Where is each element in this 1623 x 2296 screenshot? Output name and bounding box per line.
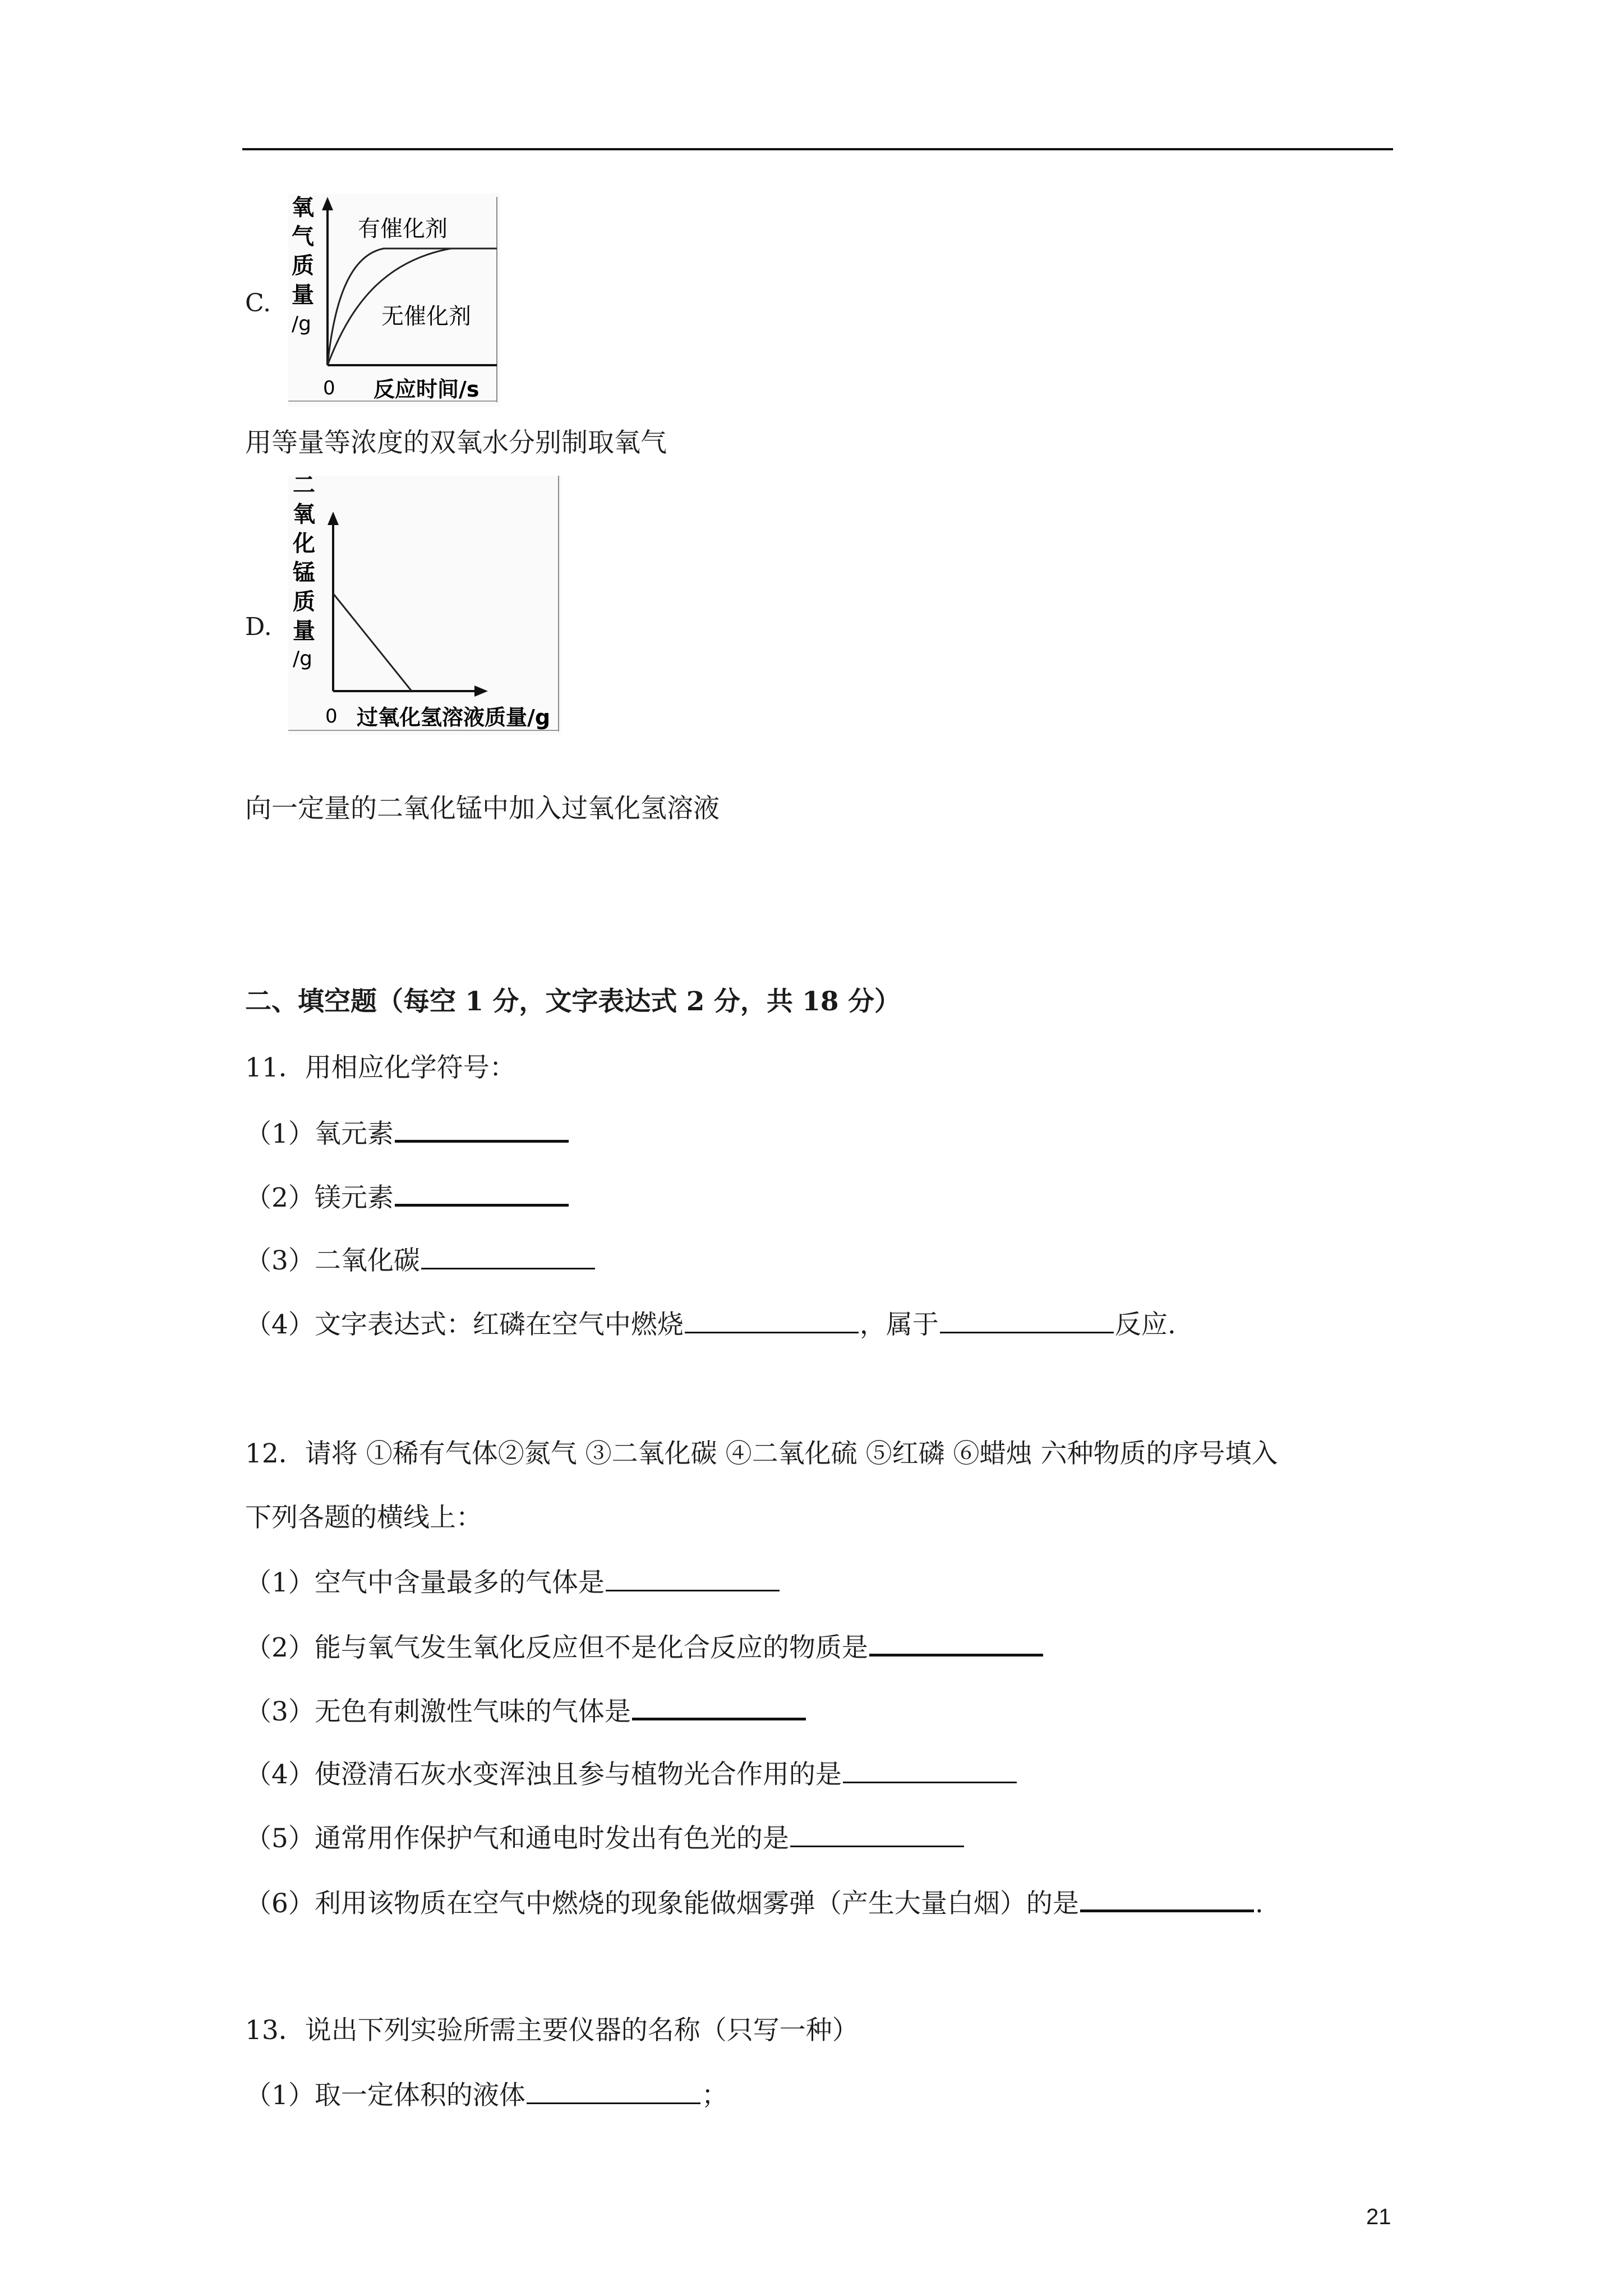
q11-item-2-text: （2）镁元素 [245,1182,394,1213]
q12-item-1-text: （1）空气中含量最多的气体是 [245,1567,605,1598]
q13-item-1-end: ； [701,2080,728,2111]
y-axis-char: 质 [293,589,315,615]
y-axis-char: 量 [292,282,314,308]
q11-item-4-text: （4）文字表达式：红磷在空气中燃烧 [245,1309,684,1340]
q11-item-2 [245,1179,570,1215]
y-axis-char: 二 [293,476,315,498]
answer-blank[interactable] [869,1629,1043,1657]
q13-item-1-text: （1）取一定体积的液体 [245,2080,525,2111]
q12-item-3-text: （3）无色有刺激性气味的气体是 [245,1696,631,1727]
q12-item-4-text: （4）使澄清石灰水变浑浊且参与植物光合作用的是 [245,1759,842,1790]
page-number: 21 [1366,2205,1391,2229]
q12-item-6-end: . [1255,1888,1264,1919]
oxygen-mass-graph [288,194,500,407]
q11-item-3-text: （3）二氧化碳 [245,1245,420,1276]
manganese-dioxide-mass-graph [288,476,562,735]
answer-blank[interactable] [940,1307,1114,1333]
origin-label: 0 [323,377,335,399]
q11-item-1 [245,1115,570,1151]
q13-item-1 [245,2078,728,2113]
answer-blank[interactable] [395,1179,569,1207]
y-axis-char: 质 [292,253,314,279]
origin-label: 0 [325,705,338,728]
answer-blank[interactable] [421,1243,595,1269]
option-c-label: C. [245,289,271,318]
y-axis-char: 气 [292,224,314,250]
q12-item-6 [245,1885,1264,1921]
q12-item-1 [245,1565,781,1600]
curve-label-no-catalyst: 无催化剂 [381,303,471,329]
x-axis-label: 过氧化氢溶液质量/g [357,705,551,730]
y-axis-unit: /g [293,647,312,670]
q12-item-3 [245,1693,807,1729]
section-heading: 二、填空题（每空 1 分，文字表达式 2 分，共 18 分） [245,986,901,1017]
answer-blank[interactable] [685,1307,859,1333]
answer-blank[interactable] [790,1821,964,1847]
y-axis-unit: /g [292,312,311,335]
q12-item-5 [245,1821,965,1856]
q12-stem-line2: 下列各题的横线上： [245,1502,482,1533]
q12-item-6-text: （6）利用该物质在空气中燃烧的现象能做烟雾弹（产生大量白烟）的是 [245,1888,1079,1919]
q12-stem-line1: 12．请将 ①稀有气体②氮气 ③二氧化碳 ④二氧化硫 ⑤红磷 ⑥蜡烛 六种物质的序号填入 [245,1438,1278,1469]
q11-item-4-mid: ，属于 [859,1309,939,1340]
y-axis-char: 氧 [293,501,315,527]
option-c-caption: 用等量等浓度的双氧水分别制取氧气 [245,427,667,458]
answer-blank[interactable] [843,1757,1017,1783]
q11-item-3 [245,1243,596,1278]
header-rule [242,148,1393,150]
answer-blank[interactable] [632,1693,806,1720]
y-axis-char: 锰 [293,560,315,586]
y-axis-char: 氧 [292,195,314,220]
q11-item-4-end: 反应. [1114,1309,1176,1340]
answer-blank[interactable] [606,1565,780,1591]
q11-stem: 11．用相应化学符号： [245,1052,516,1083]
y-axis-char: 量 [293,618,315,644]
q12-item-5-text: （5）通常用作保护气和通电时发出有色光的是 [245,1823,789,1854]
q11-item-1-text: （1）氧元素 [245,1119,394,1149]
q12-item-2-text: （2）能与氧气发生氧化反应但不是化合反应的物质是 [245,1632,868,1663]
option-d-caption: 向一定量的二氧化锰中加入过氧化氢溶液 [245,793,720,824]
answer-blank[interactable] [395,1115,569,1143]
q12-item-2 [245,1629,1044,1665]
x-axis-label: 反应时间/s [374,377,479,402]
q13-stem: 13．说出下列实验所需主要仪器的名称（只写一种） [245,2015,859,2046]
q11-item-4 [245,1307,1176,1342]
answer-blank[interactable] [527,2078,700,2104]
y-axis-char: 化 [293,531,315,556]
option-d-label: D. [245,613,272,641]
answer-blank[interactable] [1080,1885,1254,1912]
curve-label-catalyst: 有催化剂 [358,216,448,242]
q12-item-4 [245,1757,1018,1792]
